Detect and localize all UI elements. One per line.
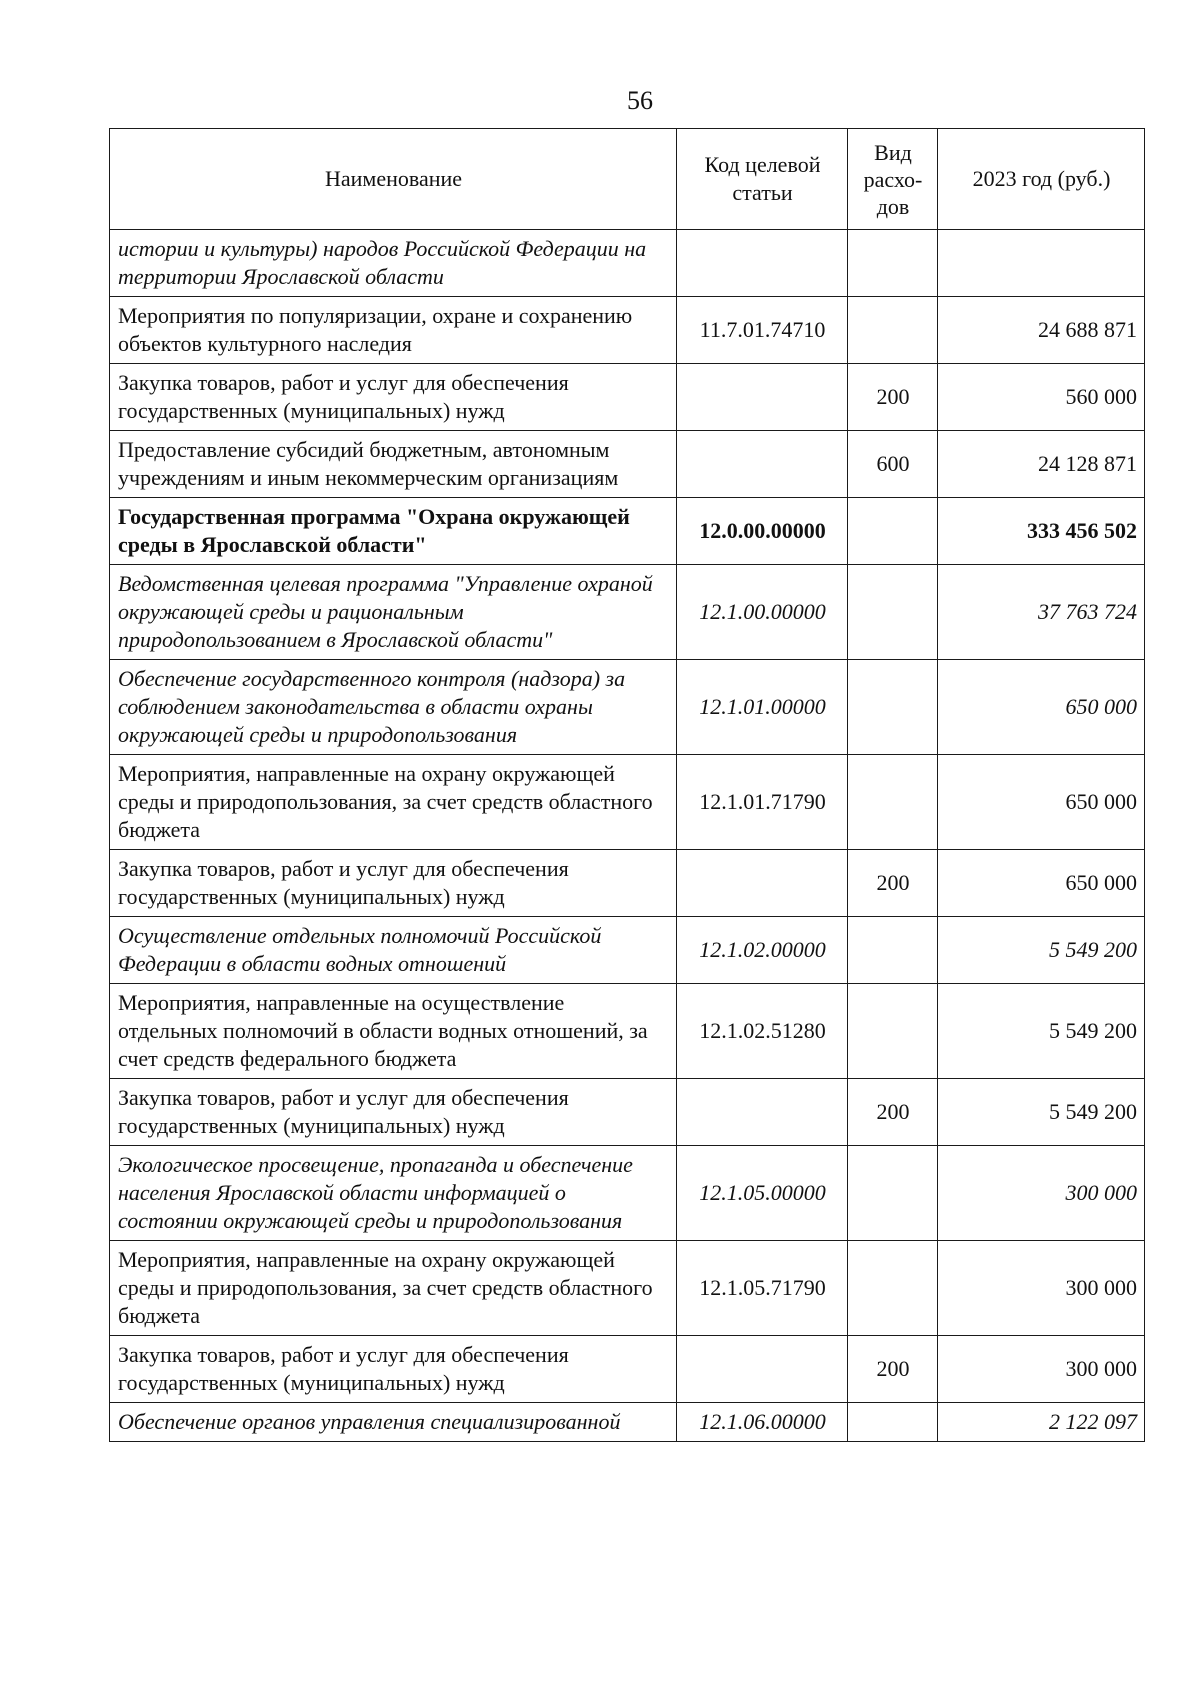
row-code-cell: 12.1.02.00000 <box>677 917 848 984</box>
budget-table <box>109 128 1145 1442</box>
row-name-cell: Экологическое просвещение, пропаганда и обеспечение населения Ярославской области информацией о состоянии окружающей среды и природопользования <box>110 1146 677 1241</box>
row-name-cell: Обеспечение органов управления специализированной <box>110 1403 677 1442</box>
table-row <box>110 1241 1145 1336</box>
table-row <box>110 498 1145 565</box>
row-amount-cell: 650 000 <box>938 755 1145 850</box>
header-amount: 2023 год (руб.) <box>938 129 1145 230</box>
row-name-cell: Закупка товаров, работ и услуг для обеспечения государственных (муниципальных) нужд <box>110 1079 677 1146</box>
row-code-cell: 12.1.02.51280 <box>677 984 848 1079</box>
row-code-cell: 12.0.00.00000 <box>677 498 848 565</box>
table-row <box>110 660 1145 755</box>
row-type-cell: 200 <box>848 364 938 431</box>
row-amount-cell: 560 000 <box>938 364 1145 431</box>
table-header-row <box>110 129 1145 230</box>
row-type-cell: 200 <box>848 850 938 917</box>
row-name-cell: Ведомственная целевая программа "Управление охраной окружающей среды и рациональным природопользованием в Ярославской области" <box>110 565 677 660</box>
table-row <box>110 297 1145 364</box>
row-name-cell: Мероприятия по популяризации, охране и сохранению объектов культурного наследия <box>110 297 677 364</box>
row-code-cell: 12.1.06.00000 <box>677 1403 848 1442</box>
row-amount-cell: 5 549 200 <box>938 984 1145 1079</box>
header-name: Наименование <box>110 129 677 230</box>
row-amount-cell: 2 122 097 <box>938 1403 1145 1442</box>
table-row <box>110 431 1145 498</box>
row-code-cell <box>677 1079 848 1146</box>
row-type-cell <box>848 297 938 364</box>
header-type: Вид расхо-дов <box>848 129 938 230</box>
row-code-cell <box>677 1336 848 1403</box>
row-code-cell <box>677 431 848 498</box>
row-name-cell: Мероприятия, направленные на охрану окружающей среды и природопользования, за счет средств областного бюджета <box>110 1241 677 1336</box>
row-code-cell: 12.1.01.00000 <box>677 660 848 755</box>
table-row <box>110 1146 1145 1241</box>
row-amount-cell: 333 456 502 <box>938 498 1145 565</box>
row-type-cell: 600 <box>848 431 938 498</box>
row-type-cell <box>848 1403 938 1442</box>
row-name-cell: истории и культуры) народов Российской Федерации на территории Ярославской области <box>110 230 677 297</box>
table-row <box>110 917 1145 984</box>
row-amount-cell: 650 000 <box>938 660 1145 755</box>
row-amount-cell: 24 688 871 <box>938 297 1145 364</box>
row-amount-cell: 300 000 <box>938 1336 1145 1403</box>
row-amount-cell: 37 763 724 <box>938 565 1145 660</box>
row-name-cell: Мероприятия, направленные на осуществление отдельных полномочий в области водных отношений, за счет средств федерального бюджета <box>110 984 677 1079</box>
row-type-cell <box>848 984 938 1079</box>
table-row <box>110 565 1145 660</box>
header-code: Код целевой статьи <box>677 129 848 230</box>
row-name-cell: Закупка товаров, работ и услуг для обеспечения государственных (муниципальных) нужд <box>110 1336 677 1403</box>
row-type-cell: 200 <box>848 1079 938 1146</box>
row-type-cell <box>848 498 938 565</box>
row-code-cell: 12.1.00.00000 <box>677 565 848 660</box>
table-row <box>110 1336 1145 1403</box>
row-code-cell: 12.1.05.71790 <box>677 1241 848 1336</box>
row-type-cell <box>848 230 938 297</box>
row-code-cell <box>677 364 848 431</box>
table-row <box>110 230 1145 297</box>
table-row <box>110 1079 1145 1146</box>
row-amount-cell: 300 000 <box>938 1241 1145 1336</box>
table-row <box>110 755 1145 850</box>
table-row <box>110 850 1145 917</box>
row-code-cell: 12.1.01.71790 <box>677 755 848 850</box>
row-type-cell <box>848 1241 938 1336</box>
row-code-cell <box>677 850 848 917</box>
row-type-cell <box>848 755 938 850</box>
row-code-cell <box>677 230 848 297</box>
row-name-cell: Предоставление субсидий бюджетным, автономным учреждениям и иным некоммерческим организациям <box>110 431 677 498</box>
row-amount-cell <box>938 230 1145 297</box>
row-code-cell: 11.7.01.74710 <box>677 297 848 364</box>
row-type-cell <box>848 565 938 660</box>
row-amount-cell: 5 549 200 <box>938 1079 1145 1146</box>
row-type-cell <box>848 917 938 984</box>
row-amount-cell: 24 128 871 <box>938 431 1145 498</box>
table-row <box>110 984 1145 1079</box>
row-amount-cell: 300 000 <box>938 1146 1145 1241</box>
row-type-cell: 200 <box>848 1336 938 1403</box>
row-type-cell <box>848 1146 938 1241</box>
row-name-cell: Осуществление отдельных полномочий Российской Федерации в области водных отношений <box>110 917 677 984</box>
row-name-cell: Закупка товаров, работ и услуг для обеспечения государственных (муниципальных) нужд <box>110 364 677 431</box>
table-row <box>110 1403 1145 1442</box>
row-name-cell: Обеспечение государственного контроля (надзора) за соблюдением законодательства в области охраны окружающей среды и природопользования <box>110 660 677 755</box>
row-type-cell <box>848 660 938 755</box>
row-name-cell: Государственная программа "Охрана окружающей среды в Ярославской области" <box>110 498 677 565</box>
row-code-cell: 12.1.05.00000 <box>677 1146 848 1241</box>
table-body <box>110 230 1145 1442</box>
row-name-cell: Закупка товаров, работ и услуг для обеспечения государственных (муниципальных) нужд <box>110 850 677 917</box>
table-row <box>110 364 1145 431</box>
row-amount-cell: 5 549 200 <box>938 917 1145 984</box>
page-number: 56 <box>627 86 653 115</box>
row-name-cell: Мероприятия, направленные на охрану окружающей среды и природопользования, за счет средств областного бюджета <box>110 755 677 850</box>
row-amount-cell: 650 000 <box>938 850 1145 917</box>
